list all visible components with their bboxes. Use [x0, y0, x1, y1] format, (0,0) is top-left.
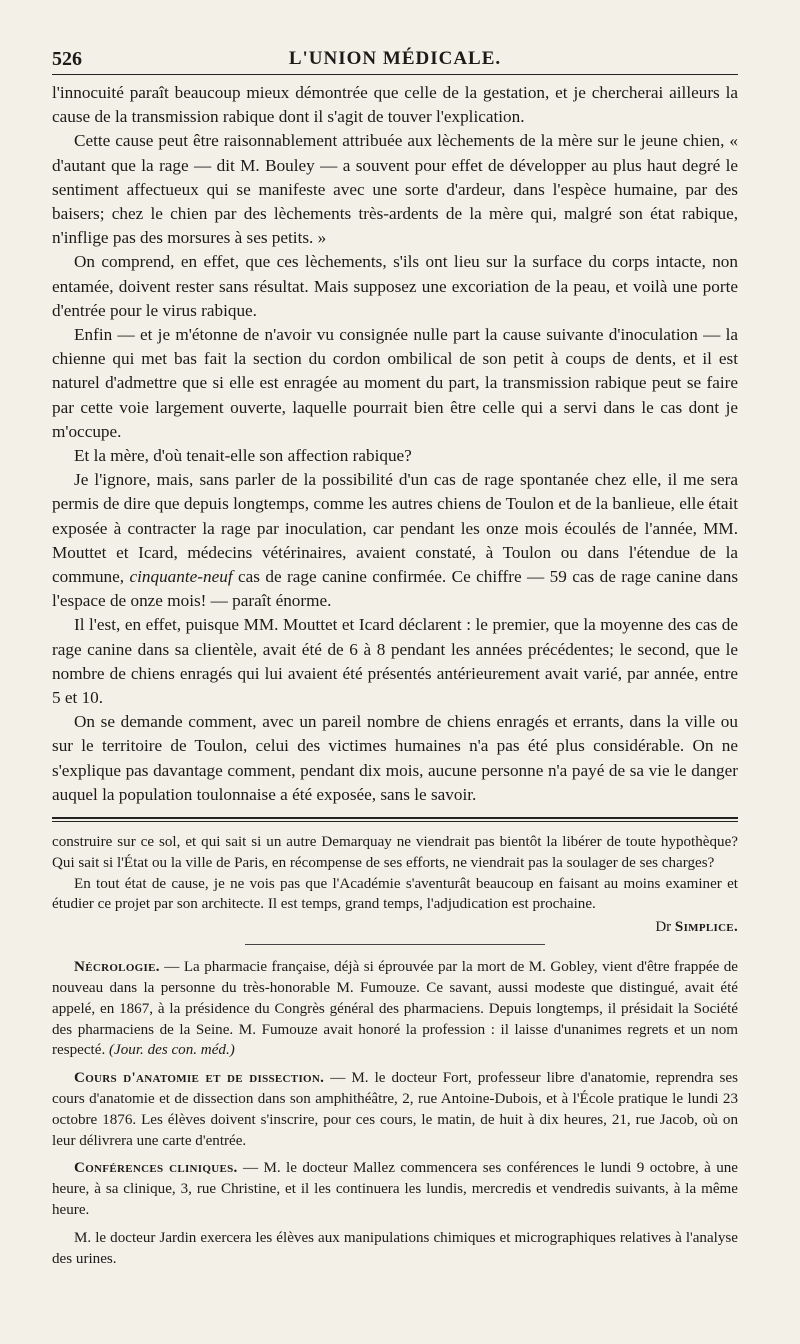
note-text: — M. le docteur Mallez commencera ses conférences le lundi 9 octobre, à une heure, à sa clinique, 3, rue Christine, et il les continuera les lundis, mercredis et vendredis suivants, à la même heure.: [52, 1160, 739, 1219]
page-number: 526: [52, 48, 82, 70]
article-paragraph: [52, 468, 738, 613]
note-heading: Nécrologie.: [74, 959, 160, 976]
note-necrologie: [52, 957, 738, 1061]
feuilleton-paragraph: En tout état de cause, je ne vois pas que l'Académie s'aventurât beaucoup en faisant au moins examiner et étudier ce projet par son architecte. Il est temps, grand temps, l'adjudication est prochaine.: [52, 875, 738, 913]
emphasized-number: cinquante-neuf: [129, 567, 233, 587]
article-paragraph: Il l'est, en effet, puisque MM. Mouttet et Icard déclarent : le premier, que la moyenne des cas de rage canine dans sa clientèle, avait été de 6 à 8 pendant les années précédentes; le second, que le nombre de chiens enragés qui lui avaient été présentés antérieurement avait varié, par année, entre 5 et 10.: [52, 615, 738, 708]
article-paragraph: l'innocuité paraît beaucoup mieux démontrée que celle de la gestation, et je chercherai ailleurs la cause de la transmission rabique dont il s'agit de touver l'explication.: [52, 83, 738, 127]
note-heading: Cours d'anatomie et de dissection.: [74, 1070, 325, 1087]
signature: [52, 919, 738, 936]
signature-name: Simplice.: [674, 919, 738, 936]
note-heading: Conférences cliniques.: [74, 1160, 238, 1177]
note-jardin: [52, 1228, 738, 1270]
note-text: — La pharmacie française, déjà si éprouvée par la mort de M. Gobley, vient d'être frappée de nouveau dans la personne du très-honorable M. Fumouze. Ce savant, aussi modeste que distingué, avait été appelé, en 1867, à la présidence du Congrès général des pharmaciens. Depuis longtemps, il présidait la Société des pharmaciens de la Seine. M. Fumouze avait honoré la profession : il laisse d'unanimes regrets et un nom respecté.: [52, 959, 738, 1059]
page: [52, 40, 738, 1276]
article-text: Je l'ignore, mais, sans parler de la possibilité d'un cas de rage spontanée chez elle, il me sera permis de dire que depuis longtemps, comme les autres chiens de Toulon et de la banlieue, elle était exposée à contracter la rage par inoculation, car pendant les onze mois écoulés de l'année, MM. Mouttet et Icard, médecins vétérinaires, avaient constaté, à Toulon ou dans l'étendue de la commune,: [52, 470, 738, 587]
notes-section: [52, 957, 738, 1269]
note-source: (Jour. des con. méd.): [109, 1042, 235, 1059]
feuilleton: [52, 832, 738, 945]
note-text: — M. le docteur Fort, professeur libre d'anatomie, reprendra ses cours d'anatomie et de dissection dans son amphithéâtre, 2, rue Antoine-Dubois, et à l'École pratique le lundi 23 octobre 1876. Les élèves doivent s'inscrire, pour ces cours, le matin, de huit à dix heures, 21, rue Jacob, où on leur délivrera une carte d'entrée.: [52, 1070, 738, 1149]
article-paragraph: Et la mère, d'où tenait-elle son affection rabique?: [74, 446, 412, 466]
signature-prefix: Dr: [655, 919, 672, 936]
article-text: cas de rage canine confirmée. Ce chiffre — 59 cas de rage canine dans l'espace de onze mois! — paraît énorme.: [52, 567, 739, 611]
feuilleton-rule: [52, 817, 738, 822]
article-paragraph: On se demande comment, avec un pareil nombre de chiens enragés et errants, dans la ville ou sur le territoire de Toulon, celui des victimes humaines n'a pas été plus considérable. On ne s'explique pas davantage comment, pendant dix mois, aucune personne n'a payé de sa vie le danger auquel la population toulonnaise a été exposée, sans le savoir.: [52, 712, 738, 804]
main-article: [52, 81, 738, 807]
feuilleton-paragraph: construire sur ce sol, et qui sait si un autre Demarquay ne viendrait pas bientôt la libérer de toute hypothèque? Qui sait si l'État ou la ville de Paris, en récompense de ses efforts, ne viendrait pas la soulager de ses charges?: [52, 834, 738, 871]
note-cours-anatomie: [52, 1068, 738, 1151]
page-header: [52, 40, 738, 74]
signature-rule: [245, 944, 545, 945]
article-paragraph: On comprend, en effet, que ces lèchements, s'ils ont lieu sur la surface du corps intacte, non entamée, doivent rester sans résultat. Mais supposez une excoriation de la peau, et voilà une porte d'entrée pour le virus rabique.: [52, 252, 738, 320]
note-conferences: [52, 1158, 738, 1220]
note-text: M. le docteur Jardin exercera les élèves aux manipulations chimiques et micrographiques relatives à l'analyse des urines.: [52, 1229, 738, 1267]
header-rule: [52, 74, 738, 75]
article-paragraph: Enfin — et je m'étonne de n'avoir vu consignée nulle part la cause suivante d'inoculation — la chienne qui met bas fait la section du cordon ombilical de son petit à coups de dents, et il est naturel d'admettre que si elle est enragée au moment du part, la transmission rabique peut se faire par cette voie largement ouverte, laquelle pourrait bien être celle qui a servi dans le cas dont je m'occupe.: [52, 325, 738, 441]
article-paragraph: Cette cause peut être raisonnablement attribuée aux lèchements de la mère sur le jeune chien, « d'autant que la rage — dit M. Bouley — a souvent pour effet de développer au plus haut degré le sentiment affectueux qui se manifeste avec une sorte d'ardeur, dans l'espèce humaine, par des baisers; chez le chien par des lèchements très-ardents de la mère qui, malgré son état rabique, n'inflige pas des morsures à ses petits. »: [52, 131, 738, 248]
journal-title: L'UNION MÉDICALE.: [288, 48, 502, 69]
